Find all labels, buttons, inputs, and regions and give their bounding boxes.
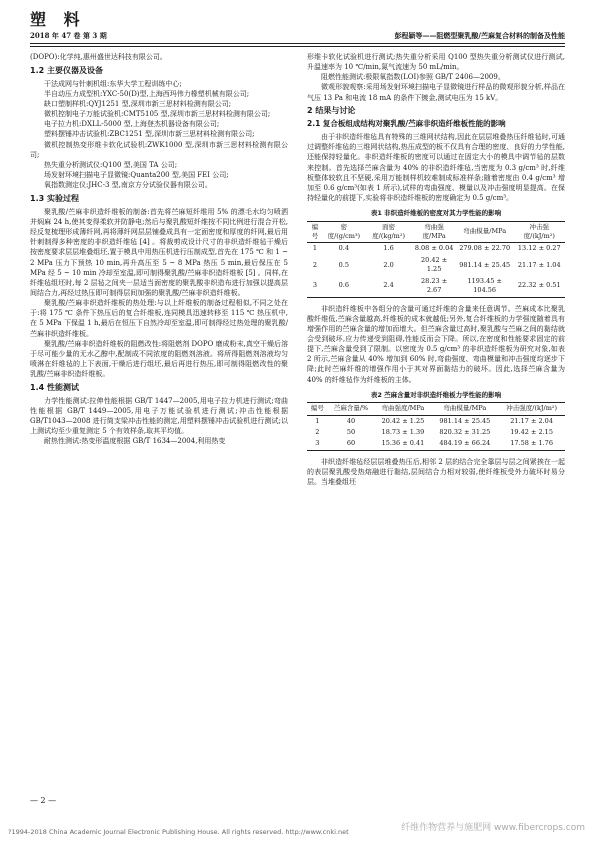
paragraph: 聚乳酸/苎麻非织造纤维板的热处理:与以上纤维板的制备过程相似,不同之处在于:将 175 ℃ 条件下热压后的复合纤维板,连同模具迅速转移至 115 ℃ 热压机中,在 5 MPa 下保温 1 h,最后在恒压下自然冷却至室温,即可制得经过热处理的聚乳酸/苎麻非织造纤维板。 xyxy=(30,299,288,338)
table-header-cell: 苎麻含量/% xyxy=(333,404,369,413)
header-rule xyxy=(30,43,565,44)
paragraph: 非织造纤维板中各组分的含量可通过纤维的含量来任意调节。苎麻成本比聚乳酸纤维低,苎麻含量越高,纤维板的成本就越低;另外,复合纤维板的力学强度随着具有增强作用的苎麻含量的增加而增大。但苎麻含量过高时,聚乳酸与苎麻之间的黏结就会受到破坏,应力传递受到阻碍,性能反而会下降。所以,在密度和性能要求固定的前提下,苎麻含量受到了限制。以密度为 0.5 g/cm³ 的非织造纤维板为研究对象,如表 2 所示,苎麻含量从 40% 增加到 60% 时,弯曲强度、弯曲模量和冲击强度均逐步下降;此时苎麻纤维的增强作用小于其对界面黏结力的破坏。因此,选择苎麻含量为 40% 的纤维毡作为纤维板的主体。 xyxy=(307,304,565,384)
table-cell: 981.14 ± 25.45 xyxy=(439,416,491,425)
table-caption: 表1 非织造纤维板的密度对其力学性能的影响 xyxy=(370,209,502,218)
right-column xyxy=(307,52,565,487)
table-header-cell: 密度/(g/cm³) xyxy=(327,222,361,240)
table-header-cell: 编号 xyxy=(311,222,319,240)
table-cell: 40 xyxy=(346,416,356,425)
table-density xyxy=(307,221,565,298)
equipment-item: 微机控制热变形维卡软化试验机:ZWK1000 型,深圳市新三思材料检测有限公司; xyxy=(30,140,288,159)
paragraph: 形维卡软化试验机进行测试;热失重分析采用 Q100 型热失重分析测试仪进行测试,升温速率为 10 ℃/min,氮气流速为 50 mL/min。 xyxy=(307,53,565,72)
section-heading: 1.3 实验过程 xyxy=(30,194,79,204)
table-header-cell: 面密度/(kg/m²) xyxy=(372,222,405,240)
section-heading: 1.2 主要仪器及设备 xyxy=(30,66,103,76)
table-row xyxy=(307,427,565,438)
table-header-cell: 弯曲强度/MPa xyxy=(381,404,425,413)
table-caption: 表2 苎麻含量对非织造纤维板力学性能的影响 xyxy=(370,390,502,399)
paragraph: 聚乳酸/苎麻非织造纤维板的制备:首先将苎麻短纤维用 5% 的漂毛水均匀喷洒并焖麻 24 h,使其变得柔软并防静电;然后与聚乳酸短纤维按不同比例进行混合开松,经反复梳理形成薄纤网,再将薄纤网层层铺叠成具有一定面密度和厚度的纤网,最后用针刺制得多种密度的非织造纤维毡 [4] 。将裁剪成设计尺寸的非织造纤维毡干燥后按密度要求层层堆叠组坯,置于模具中用热压机进行压制成型,首先在 175 ℃ 和 1 ~ 2 MPa 压力下预热 10 min,再升高压至 5 ~ 8 MPa 热压 5 min,最后保压在 5 MPa 经 5 ~ 10 min 冷却至室温,即可制得聚乳酸/苎麻非织造纤维板 [5] 。同样,在纤维毡组坯时,每 2 层毡之间夹一层适当面密度的聚乳酸非织造布进行加强以提高层间结合力,再经过热压即可制得层间加强的聚乳酸/苎麻非织造纤维板。 xyxy=(30,207,288,297)
table-header-row xyxy=(307,221,565,243)
paragraph: 聚乳酸/苎麻非织造纤维板的阻燃改性:将阻燃剂 DOPO 磨成粉末,真空干燥后溶于尽可能少量的无水乙醇中,配制成不同浓度的阻燃剂溶液。将所得阻燃剂溶液均匀喷淋在纤维毡的上下表面,干燥后进行组坯,最后再进行热压,即可制得阻燃改性的聚乳酸/苎麻非织造纤维板。 xyxy=(30,339,288,379)
table-cell: 981.14 ± 25.45 xyxy=(459,260,511,269)
table-header-cell: 弯曲模量/MPa xyxy=(443,404,487,413)
paragraph: 微观形貌观察:采用场发射环境扫描电子显微镜进行样品的微观形貌分析,样品在气压 13 Pa 和电流 18 mA 的条件下镀金,测试电压为 15 kV。 xyxy=(307,83,565,102)
table-cell: 820.32 ± 31.25 xyxy=(439,427,491,436)
table-cell: 8.08 ± 0.04 xyxy=(414,244,454,253)
paragraph: (DOPO):化学纯,惠州盛世达科技有限公司。 xyxy=(30,53,167,61)
table-cell: 18.73 ± 1.39 xyxy=(381,427,425,436)
table-cell: 60 xyxy=(346,439,356,448)
table-cell: 279.08 ± 22.70 xyxy=(459,244,511,253)
journal-title: 塑 料 xyxy=(30,10,86,29)
equipment-item: 场发射环境扫描电子显微镜:Quanta200 型,美国 FEI 公司; xyxy=(44,171,229,179)
table-cell: 0.6 xyxy=(338,281,349,290)
table-cell: 15.36 ± 0.41 xyxy=(381,439,425,448)
equipment-item: 缺口塑制样机:QYJ1251 型,深圳市新三思材料检测有限公司; xyxy=(44,100,232,109)
table-cell: 21.17 ± 1.04 xyxy=(517,260,561,269)
running-title: 彭程颖等——阻燃型聚乳酸/苎麻复合材料的制备及性能 xyxy=(394,31,565,40)
table-cell: 20.42 ± 1.25 xyxy=(381,416,425,425)
table-row xyxy=(307,438,565,450)
table-cell: 3 xyxy=(312,281,317,290)
equipment-item: 干法成网与针刺机组:东华大学工程训练中心; xyxy=(44,79,182,88)
table-cell: 1 xyxy=(315,416,320,425)
table-cell: 1193.45 ± 104.56 xyxy=(467,276,502,295)
table-cell: 50 xyxy=(346,427,356,436)
page-number: — 2 — xyxy=(30,796,57,805)
table-ramie-content xyxy=(307,402,565,451)
table-header-cell: 弯曲模量/MPa xyxy=(463,227,507,236)
table-cell: 2.4 xyxy=(383,281,394,290)
table-cell: 2.0 xyxy=(383,260,394,269)
table-cell: 0.4 xyxy=(338,244,349,253)
equipment-item: 热失重分析测试仪:Q100 型,美国 TA 公司; xyxy=(44,160,178,169)
table-row xyxy=(307,276,565,297)
copyright-footer: ?1994-2018 China Academic Journal Electronic Publishing House. All rights reserved. http://www.cnki.net xyxy=(8,828,349,836)
section-heading: 2 结果与讨论 xyxy=(307,105,356,115)
watermark: 纤维作物营养与施肥网 www.fibercrops.com xyxy=(401,823,585,833)
paragraph: 非织造纤维毡经层层堆叠热压后,相邻 2 层的结合完全靠层与层之间紧挨在一起的表层聚乳酸受热熔融进行黏结,层间结合力相对较弱,使纤维板受外力破坏时易分层。当堆叠组坯 xyxy=(307,457,565,487)
equipment-item: 电子拉力机:DXLL-5000 型,上海登杰机器设备有限公司; xyxy=(44,120,220,129)
table-cell: 0.5 xyxy=(338,260,349,269)
table-cell: 1 xyxy=(312,244,317,253)
table-row xyxy=(307,415,565,427)
table-cell: 1.6 xyxy=(383,244,394,253)
table-header-row xyxy=(307,403,565,415)
subsection-heading: 2.1 复合板组成结构对聚乳酸/苎麻非织造纤维板性能的影响 xyxy=(307,119,506,129)
table-cell: 28.23 ± 2.67 xyxy=(421,276,448,295)
issue-info: 2018 年 47 卷 第 3 期 xyxy=(30,31,107,40)
left-column xyxy=(30,52,288,447)
equipment-item: 半自动压力成型机:YXC-50(D)型,上海西玛伟力橡塑机械有限公司; xyxy=(44,89,250,98)
table-header-cell: 弯曲强度/MPa xyxy=(422,222,446,240)
table-cell: 13.12 ± 0.27 xyxy=(517,244,561,253)
table-cell: 17.58 ± 1.76 xyxy=(510,439,553,448)
table-cell: 2 xyxy=(312,260,317,269)
paragraph: 耐热性测试:热变形温度根据 GB/T 1634—2004,利用热变 xyxy=(44,437,226,446)
table-cell: 3 xyxy=(315,439,320,448)
paragraph: 力学性能测试:拉伸性能根据 GB/T 1447—2005,用电子拉力机进行测试;弯曲性能根据 GB/T 1449—2005,用电子万能试验机进行测试;冲击性能根据 GB/T1043—2008 进行简支梁冲击性能的测定,用塑料摆锤冲击试验机进行测试;以上测试均至少重复测定 5 个有效样条,取其平均值。 xyxy=(30,396,288,436)
table-cell: 20.42 ± 1.25 xyxy=(421,255,448,274)
table-cell: 19.42 ± 2.15 xyxy=(510,427,553,436)
equipment-item: 氧指数测定仪:JHC-3 型,南京方分试验仪器有限公司。 xyxy=(44,181,212,190)
table-header-cell: 编号 xyxy=(310,404,324,413)
table-row xyxy=(307,255,565,276)
equipment-item: 塑料摆锤冲击试验机:ZBC1251 型,深圳市新三思材料检测有限公司; xyxy=(44,130,255,139)
table-cell: 484.19 ± 66.24 xyxy=(439,439,491,448)
paragraph: 由于非织造纤维毡具有特殊的三维网状结构,因此在层层堆叠热压纤维毡时,可通过调整纤维毡的三维网状结构,热压成型的板不仅具有合理的密度、良好的力学性能,还能保持轻量化。非织造纤维板的密度可以通过在固定大小的模具中调节毡的层数来控制。首先选择苎麻含量为 40% 的非织造纤维毡,当密度为 0.3 g/cm³ 时,纤维板整体较软且不坚硬,采用万能制样机较难制成标准样条;随着密度由 0.4 g/cm³ 增加至 0.6 g/cm³(如表 1 所示),试样的弯曲强度、模量以及冲击强度明显提高。在保持轻量化的前提下,实验将非织造纤维板的密度确定为 0.5 g/cm³。 xyxy=(307,133,565,203)
section-heading: 1.4 性能测试 xyxy=(30,383,79,393)
table-row xyxy=(307,243,565,255)
table-cell: 22.32 ± 0.51 xyxy=(517,281,561,290)
header-rule-thin xyxy=(30,46,565,47)
table-header-cell: 冲击强度/(kJ/m²) xyxy=(523,222,555,240)
paragraph: 阻燃性能测试:极限氧指数(LOI)参照 GB/T 2406—2009。 xyxy=(321,73,505,82)
table-cell: 21.17 ± 2.04 xyxy=(510,416,553,425)
equipment-item: 微机控制电子万能试验机:CMT5105 型,深圳市新三思材料检测有限公司; xyxy=(44,110,271,119)
table-header-cell: 冲击强度/(kJ/m²) xyxy=(506,404,558,413)
table-cell: 2 xyxy=(315,427,320,436)
